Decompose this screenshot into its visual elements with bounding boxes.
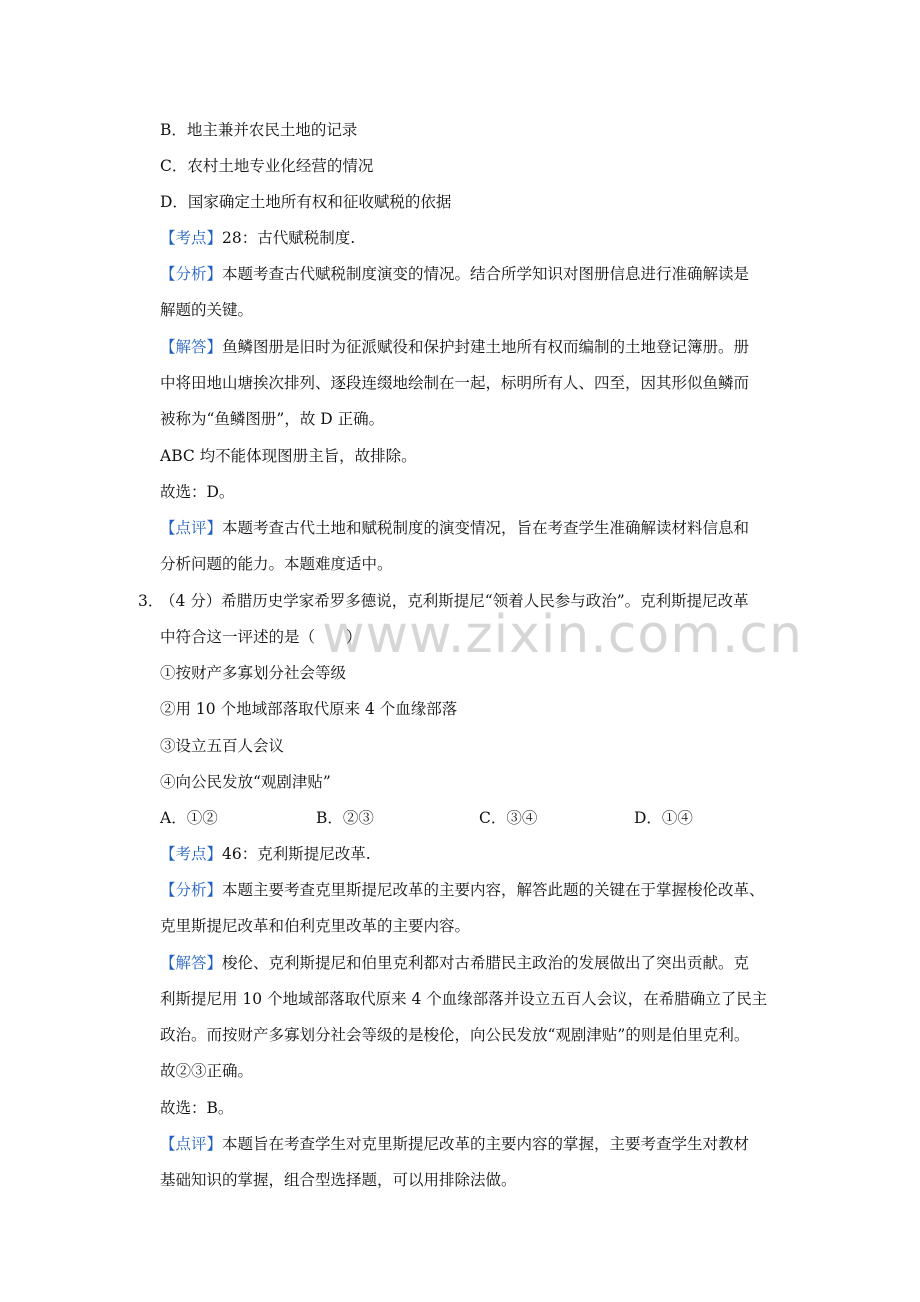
choice-a: A．①② xyxy=(160,809,218,827)
q3-jieda-cont-2: 政治。而按财产多寡划分社会等级的是梭伦，向公民发放“观剧津贴”的则是伯里克利。 xyxy=(160,1026,750,1044)
q2-answer: 故选：D。 xyxy=(160,483,235,501)
dianping-tag: 【点评】 xyxy=(160,1135,223,1153)
q3-number: 3． xyxy=(138,592,164,610)
jieda-text: 鱼鳞图册是旧时为征派赋役和保护封建土地所有权而编制的土地登记簿册。册 xyxy=(222,338,750,356)
choice-d: D．①④ xyxy=(634,809,693,827)
jieda-text: 梭伦、克利斯提尼和伯里克利都对古希腊民主政治的发展做出了突出贡献。克 xyxy=(222,954,750,972)
watermark: www.zixin.com.cn xyxy=(322,605,803,665)
q2-jieda xyxy=(160,337,780,357)
q2-fenxi-cont: 解题的关键。 xyxy=(160,301,254,319)
choice-b: B．②③ xyxy=(316,809,374,827)
q2-fenxi xyxy=(160,264,780,284)
q2-jieda-cont-2: 被称为“鱼鳞图册”，故 D 正确。 xyxy=(160,410,385,428)
fenxi-text: 本题主要考查克里斯提尼改革的主要内容，解答此题的关键在于掌握梭伦改革、 xyxy=(222,881,765,899)
q3-answer: 故选：B。 xyxy=(160,1099,234,1117)
q3-dianping-cont: 基础知识的掌握，组合型选择题，可以用排除法做。 xyxy=(160,1171,517,1189)
kaodian-text: 46：克利斯提尼改革. xyxy=(222,845,371,863)
q3-fenxi xyxy=(160,880,780,900)
jieda-tag: 【解答】 xyxy=(160,954,223,972)
q3-item-4: ④向公民发放“观剧津贴” xyxy=(160,773,331,791)
dianping-text: 本题旨在考查学生对克里斯提尼改革的主要内容的掌握，主要考查学生对教材 xyxy=(222,1135,750,1153)
fenxi-tag: 【分析】 xyxy=(160,881,223,899)
q3-stem: （4 分）希腊历史学家希罗多德说，克利斯提尼“领着人民参与政治”。克利斯提尼改革 xyxy=(160,592,749,610)
dianping-tag: 【点评】 xyxy=(160,519,223,537)
q3-dianping xyxy=(160,1134,780,1154)
jieda-tag: 【解答】 xyxy=(160,338,223,356)
q2-jieda-cont-3: ABC 均不能体现图册主旨，故排除。 xyxy=(160,447,417,465)
q2-jieda-cont-1: 中将田地山塘挨次排列、逐段连缀地绘制在一起，标明所有人、四至，因其形似鱼鳞而 xyxy=(160,374,750,392)
option-b: B．地主兼并农民土地的记录 xyxy=(160,121,358,139)
q3-fenxi-cont: 克里斯提尼改革和伯利克里改革的主要内容。 xyxy=(160,917,471,935)
dianping-text: 本题考查古代土地和赋税制度的演变情况，旨在考查学生准确解读材料信息和 xyxy=(222,519,750,537)
q3-jieda-cont-3: 故②③正确。 xyxy=(160,1062,254,1080)
kaodian-text: 28：古代赋税制度. xyxy=(222,229,356,247)
fenxi-tag: 【分析】 xyxy=(160,265,223,283)
q3-jieda-cont-1: 利斯提尼用 10 个地域部落取代原来 4 个血缘部落并设立五百人会议，在希腊确立了民主 xyxy=(160,990,768,1008)
q3-item-2: ②用 10 个地域部落取代原来 4 个血缘部落 xyxy=(160,700,458,718)
kaodian-tag: 【考点】 xyxy=(160,845,223,863)
q3-item-1: ①按财产多寡划分社会等级 xyxy=(160,664,347,682)
option-d: D．国家确定土地所有权和征收赋税的依据 xyxy=(160,193,452,211)
q3-item-3: ③设立五百人会议 xyxy=(160,737,285,755)
q2-dianping xyxy=(160,518,780,538)
fenxi-text: 本题考查古代赋税制度演变的情况。结合所学知识对图册信息进行准确解读是 xyxy=(222,265,750,283)
q3-jieda xyxy=(160,953,780,973)
choice-c: C．③④ xyxy=(479,809,538,827)
q2-dianping-cont: 分析问题的能力。本题难度适中。 xyxy=(160,555,393,573)
kaodian-tag: 【考点】 xyxy=(160,229,223,247)
q3-stem-cont: 中符合这一评述的是（ ） xyxy=(160,628,362,646)
option-c: C．农村土地专业化经营的情况 xyxy=(160,157,374,175)
q2-kaodian xyxy=(160,228,780,248)
q3-kaodian xyxy=(160,844,780,864)
